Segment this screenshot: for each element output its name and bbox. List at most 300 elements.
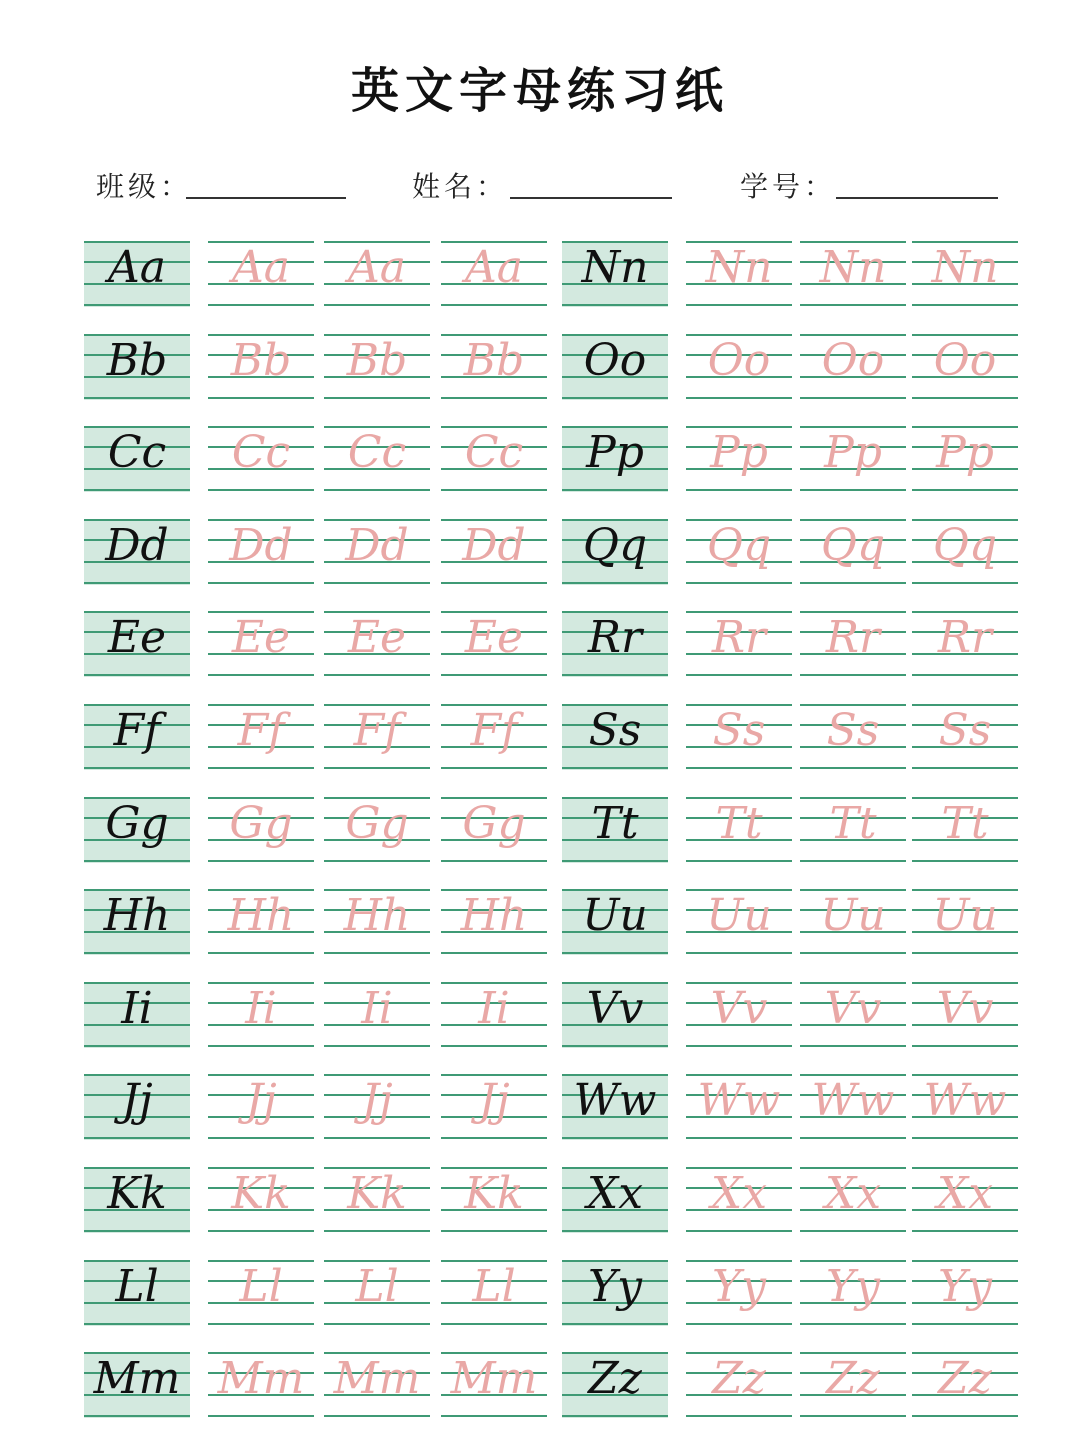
trace-letter: Mm [450,1353,538,1404]
ruled-line [686,489,792,491]
model-cell-i [84,982,190,1048]
ruled-line [912,1323,1018,1325]
model-letter: Aa [107,242,166,293]
ruled-line [562,1045,668,1047]
trace-cell-a[interactable] [441,241,547,307]
ruled-line [562,1137,668,1139]
ruled-line [686,952,792,954]
ruled-line [324,397,430,399]
trace-cell-g[interactable] [441,797,547,863]
trace-letter: Zz [826,1353,880,1404]
model-letter: Cc [107,427,167,478]
trace-cell-x[interactable] [912,1167,1018,1233]
trace-letter: Ff [237,705,285,756]
trace-letter: Xx [710,1168,768,1219]
trace-cell-n[interactable] [912,241,1018,307]
ruled-line [562,860,668,862]
trace-letter: Ww [923,1075,1007,1126]
ruled-line [441,1415,547,1417]
trace-cell-b[interactable] [208,334,314,400]
trace-cell-n[interactable] [686,241,792,307]
model-cell-k [84,1167,190,1233]
trace-letter: Pp [936,427,994,478]
ruled-line [208,397,314,399]
ruled-line [84,582,190,584]
trace-cell-t[interactable] [686,797,792,863]
trace-cell-c[interactable] [208,426,314,492]
trace-letter: Xx [936,1168,994,1219]
ruled-line [324,1045,430,1047]
trace-letter: Yy [938,1261,992,1312]
trace-cell-w[interactable] [800,1074,906,1140]
trace-cell-r[interactable] [686,611,792,677]
trace-cell-v[interactable] [686,982,792,1048]
ruled-line [208,1137,314,1139]
trace-cell-q[interactable] [912,519,1018,585]
trace-letter: Hh [227,890,295,941]
ruled-line [800,1323,906,1325]
ruled-line [441,489,547,491]
trace-cell-m[interactable] [441,1352,547,1418]
trace-letter: Dd [345,520,409,571]
trace-letter: Jj [478,1075,510,1126]
ruled-line [562,674,668,676]
model-letter: Tt [591,798,639,849]
trace-letter: Qq [932,520,998,571]
trace-cell-o[interactable] [912,334,1018,400]
trace-letter: Cc [231,427,291,478]
ruled-line [441,1137,547,1139]
trace-letter: Bb [463,335,525,386]
trace-letter: Qq [820,520,886,571]
trace-letter: Rr [711,612,767,663]
model-cell-p [562,426,668,492]
name-blank[interactable] [510,197,672,199]
student-number-label: 学号： [740,170,837,203]
model-letter: Nn [581,242,649,293]
trace-letter: Uu [932,890,998,941]
trace-cell-e[interactable] [324,611,430,677]
trace-cell-u[interactable] [686,889,792,955]
trace-letter: Oo [821,335,885,386]
trace-letter: Hh [343,890,411,941]
model-cell-d [84,519,190,585]
ruled-line [208,860,314,862]
trace-cell-j[interactable] [441,1074,547,1140]
model-letter: Ii [121,983,153,1034]
trace-cell-c[interactable] [441,426,547,492]
model-cell-x [562,1167,668,1233]
model-letter: Kk [107,1168,167,1219]
trace-cell-s[interactable] [912,704,1018,770]
trace-letter: Cc [347,427,407,478]
trace-letter: Bb [230,335,292,386]
model-cell-v [562,982,668,1048]
ruled-line [686,1137,792,1139]
trace-cell-u[interactable] [912,889,1018,955]
trace-letter: Aa [464,242,523,293]
ruled-line [324,1230,430,1232]
ruled-line [800,582,906,584]
model-cell-z [562,1352,668,1418]
model-cell-r [562,611,668,677]
ruled-line [912,1230,1018,1232]
trace-cell-r[interactable] [912,611,1018,677]
ruled-line [84,1323,190,1325]
ruled-line [84,1137,190,1139]
model-letter: Yy [588,1261,642,1312]
trace-cell-l[interactable] [441,1260,547,1326]
trace-cell-v[interactable] [800,982,906,1048]
ruled-line [800,860,906,862]
ruled-line [324,304,430,306]
ruled-line [208,489,314,491]
name-label: 姓名： [412,170,509,203]
trace-letter: Ss [712,705,766,756]
trace-cell-f[interactable] [208,704,314,770]
ruled-line [324,489,430,491]
trace-cell-y[interactable] [912,1260,1018,1326]
model-cell-j [84,1074,190,1140]
trace-letter: Nn [705,242,773,293]
model-cell-g [84,797,190,863]
trace-cell-d[interactable] [441,519,547,585]
trace-cell-a[interactable] [208,241,314,307]
ruled-line [912,1137,1018,1139]
trace-letter: Tt [715,798,763,849]
class-label: 班级： [96,170,193,203]
ruled-line [84,304,190,306]
trace-cell-a[interactable] [324,241,430,307]
trace-cell-p[interactable] [800,426,906,492]
trace-cell-z[interactable] [912,1352,1018,1418]
trace-letter: Ff [470,705,518,756]
model-letter: Vv [586,983,644,1034]
ruled-line [912,582,1018,584]
trace-letter: Ll [355,1261,399,1312]
model-letter: Ss [588,705,642,756]
model-cell-y [562,1260,668,1326]
ruled-line [912,1415,1018,1417]
ruled-line [208,1415,314,1417]
trace-letter: Ee [464,612,524,663]
ruled-line [562,767,668,769]
ruled-line [912,952,1018,954]
ruled-line [686,860,792,862]
trace-letter: Gg [462,798,526,849]
trace-letter: Oo [933,335,997,386]
ruled-line [441,582,547,584]
ruled-line [84,674,190,676]
ruled-line [686,397,792,399]
ruled-line [441,1230,547,1232]
trace-letter: Pp [710,427,768,478]
trace-letter: Rr [825,612,881,663]
trace-letter: Nn [819,242,887,293]
trace-letter: Bb [346,335,408,386]
ruled-line [912,860,1018,862]
trace-letter: Vv [936,983,994,1034]
ruled-line [441,1045,547,1047]
ruled-line [208,1323,314,1325]
trace-cell-i[interactable] [324,982,430,1048]
ruled-line [562,1230,668,1232]
model-cell-l [84,1260,190,1326]
trace-letter: Xx [824,1168,882,1219]
trace-cell-k[interactable] [324,1167,430,1233]
trace-letter: Mm [333,1353,421,1404]
trace-letter: Ww [811,1075,895,1126]
trace-letter: Zz [938,1353,992,1404]
model-cell-t [562,797,668,863]
model-cell-h [84,889,190,955]
page-title: 英文字母练习纸 [350,63,729,119]
ruled-line [686,1045,792,1047]
ruled-line [324,767,430,769]
model-letter: Rr [587,612,643,663]
trace-cell-h[interactable] [208,889,314,955]
trace-cell-x[interactable] [800,1167,906,1233]
ruled-line [686,1230,792,1232]
model-letter: Bb [106,335,168,386]
student-number-blank[interactable] [836,197,998,199]
ruled-line [800,1137,906,1139]
trace-cell-m[interactable] [208,1352,314,1418]
trace-cell-s[interactable] [800,704,906,770]
model-cell-o [562,334,668,400]
trace-cell-e[interactable] [208,611,314,677]
trace-cell-v[interactable] [912,982,1018,1048]
trace-cell-g[interactable] [324,797,430,863]
trace-letter: Oo [707,335,771,386]
trace-letter: Aa [231,242,290,293]
trace-cell-z[interactable] [686,1352,792,1418]
model-cell-n [562,241,668,307]
model-cell-f [84,704,190,770]
model-letter: Jj [121,1075,153,1126]
ruled-line [324,582,430,584]
ruled-line [686,304,792,306]
ruled-line [686,1323,792,1325]
ruled-line [324,860,430,862]
ruled-line [324,1415,430,1417]
ruled-line [84,1230,190,1232]
trace-cell-d[interactable] [324,519,430,585]
trace-cell-u[interactable] [800,889,906,955]
ruled-line [800,1415,906,1417]
trace-cell-w[interactable] [686,1074,792,1140]
trace-letter: Dd [462,520,526,571]
model-letter: Dd [105,520,169,571]
ruled-line [441,767,547,769]
trace-cell-y[interactable] [800,1260,906,1326]
trace-cell-k[interactable] [208,1167,314,1233]
ruled-line [686,582,792,584]
trace-letter: Ss [826,705,880,756]
trace-letter: Yy [826,1261,880,1312]
ruled-line [84,397,190,399]
model-letter: Qq [582,520,648,571]
ruled-line [84,952,190,954]
trace-letter: Pp [824,427,882,478]
model-letter: Ee [107,612,167,663]
model-cell-a [84,241,190,307]
trace-cell-l[interactable] [208,1260,314,1326]
ruled-line [686,1415,792,1417]
trace-cell-j[interactable] [324,1074,430,1140]
trace-cell-t[interactable] [800,797,906,863]
trace-cell-h[interactable] [441,889,547,955]
trace-cell-w[interactable] [912,1074,1018,1140]
model-letter: Pp [586,427,644,478]
ruled-line [84,1415,190,1417]
ruled-line [562,489,668,491]
trace-letter: Vv [824,983,882,1034]
model-letter: Ll [115,1261,159,1312]
trace-cell-g[interactable] [208,797,314,863]
trace-letter: Nn [931,242,999,293]
model-letter: Ww [573,1075,657,1126]
model-letter: Uu [582,890,648,941]
trace-cell-f[interactable] [324,704,430,770]
trace-letter: Uu [820,890,886,941]
ruled-line [441,304,547,306]
ruled-line [441,860,547,862]
trace-letter: Tt [829,798,877,849]
model-letter: Zz [588,1353,642,1404]
trace-cell-b[interactable] [441,334,547,400]
trace-cell-i[interactable] [208,982,314,1048]
model-letter: Ff [113,705,161,756]
trace-letter: Kk [464,1168,524,1219]
ruled-line [562,304,668,306]
trace-letter: Kk [347,1168,407,1219]
trace-letter: Zz [712,1353,766,1404]
trace-letter: Ff [353,705,401,756]
trace-cell-z[interactable] [800,1352,906,1418]
ruled-line [912,397,1018,399]
ruled-line [441,397,547,399]
class-blank[interactable] [186,197,346,199]
trace-cell-q[interactable] [800,519,906,585]
trace-letter: Tt [941,798,989,849]
ruled-line [84,489,190,491]
trace-letter: Yy [712,1261,766,1312]
trace-letter: Ii [361,983,393,1034]
trace-cell-q[interactable] [686,519,792,585]
model-cell-u [562,889,668,955]
trace-letter: Jj [361,1075,393,1126]
trace-cell-p[interactable] [912,426,1018,492]
ruled-line [324,952,430,954]
ruled-line [208,1045,314,1047]
ruled-line [912,489,1018,491]
model-letter: Mm [93,1353,181,1404]
model-cell-s [562,704,668,770]
ruled-line [208,1230,314,1232]
trace-letter: Jj [245,1075,277,1126]
ruled-line [441,674,547,676]
ruled-line [912,767,1018,769]
trace-cell-n[interactable] [800,241,906,307]
ruled-line [686,767,792,769]
ruled-line [208,582,314,584]
trace-letter: Aa [347,242,406,293]
model-cell-e [84,611,190,677]
trace-cell-b[interactable] [324,334,430,400]
model-cell-q [562,519,668,585]
model-cell-c [84,426,190,492]
ruled-line [912,1045,1018,1047]
ruled-line [84,767,190,769]
trace-cell-d[interactable] [208,519,314,585]
trace-cell-o[interactable] [686,334,792,400]
model-letter: Oo [583,335,647,386]
trace-cell-i[interactable] [441,982,547,1048]
trace-letter: Ee [231,612,291,663]
trace-cell-j[interactable] [208,1074,314,1140]
trace-letter: Dd [229,520,293,571]
trace-cell-m[interactable] [324,1352,430,1418]
trace-cell-r[interactable] [800,611,906,677]
ruled-line [441,1323,547,1325]
ruled-line [800,1045,906,1047]
ruled-line [800,1230,906,1232]
trace-letter: Rr [937,612,993,663]
trace-letter: Mm [217,1353,305,1404]
model-cell-w [562,1074,668,1140]
ruled-line [562,952,668,954]
trace-cell-l[interactable] [324,1260,430,1326]
ruled-line [800,674,906,676]
trace-letter: Kk [231,1168,291,1219]
ruled-line [324,1323,430,1325]
trace-cell-p[interactable] [686,426,792,492]
trace-cell-y[interactable] [686,1260,792,1326]
trace-letter: Ll [239,1261,283,1312]
trace-letter: Vv [710,983,768,1034]
trace-cell-h[interactable] [324,889,430,955]
trace-cell-x[interactable] [686,1167,792,1233]
ruled-line [686,674,792,676]
ruled-line [800,397,906,399]
trace-letter: Ss [938,705,992,756]
model-letter: Gg [105,798,169,849]
model-cell-m [84,1352,190,1418]
trace-cell-o[interactable] [800,334,906,400]
trace-cell-t[interactable] [912,797,1018,863]
ruled-line [84,1045,190,1047]
model-letter: Xx [586,1168,644,1219]
ruled-line [208,304,314,306]
trace-cell-c[interactable] [324,426,430,492]
trace-cell-k[interactable] [441,1167,547,1233]
trace-cell-s[interactable] [686,704,792,770]
ruled-line [84,860,190,862]
ruled-line [324,674,430,676]
ruled-line [562,397,668,399]
trace-letter: Cc [464,427,524,478]
trace-letter: Hh [460,890,528,941]
trace-cell-e[interactable] [441,611,547,677]
ruled-line [208,767,314,769]
ruled-line [208,674,314,676]
trace-letter: Uu [706,890,772,941]
trace-letter: Qq [706,520,772,571]
trace-letter: Ii [245,983,277,1034]
trace-cell-f[interactable] [441,704,547,770]
trace-letter: Ll [472,1261,516,1312]
